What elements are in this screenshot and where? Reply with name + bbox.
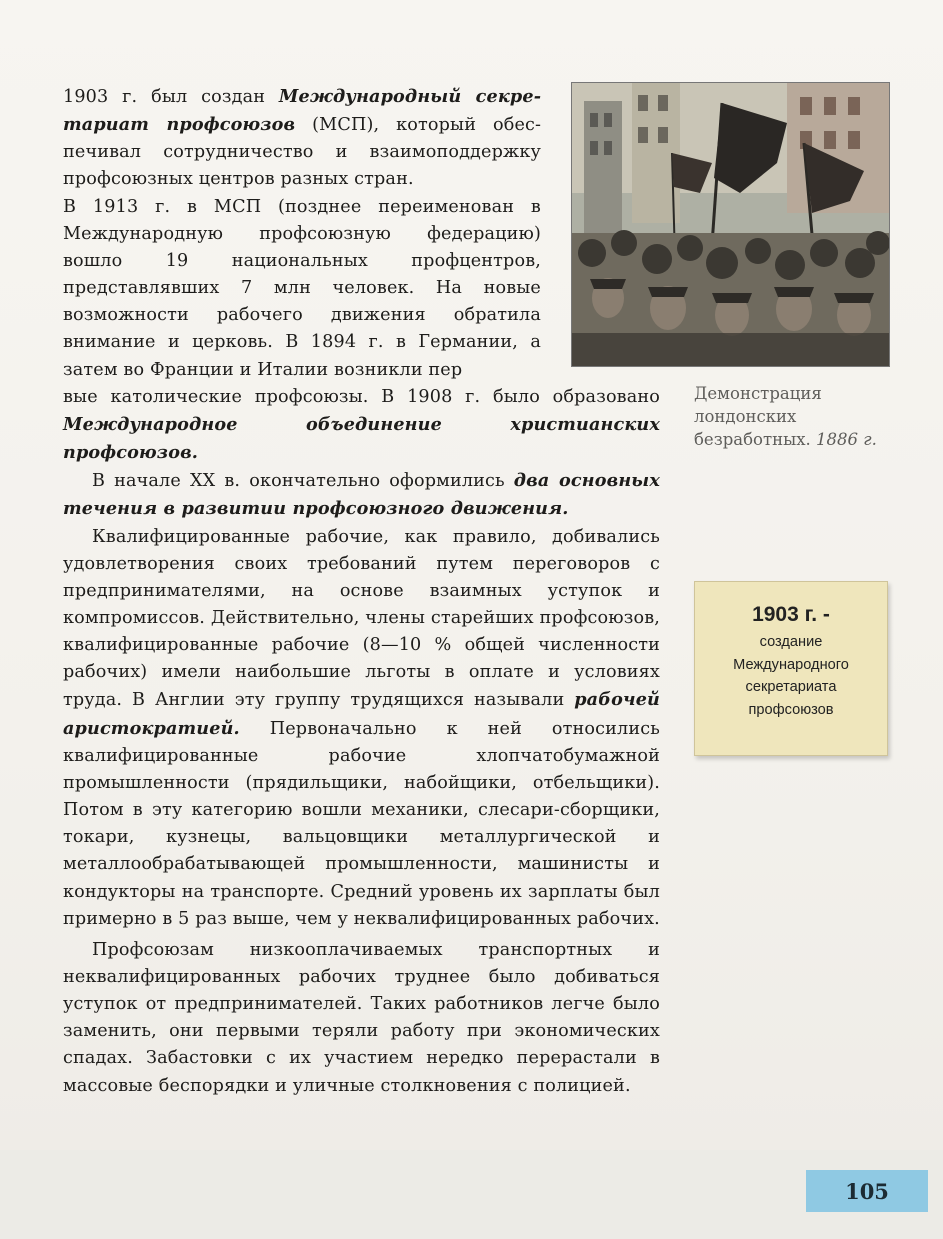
term-msp: Международный секретариат профсоюзов (63, 86, 541, 136)
text-span: В 1913 г. в МСП (позднее переименован в Международную профсоюзную федерацию) вошло 19 национальных профцентров, представлявших 7 млн человек. На новые возможности рабочего движения обратила внимание и церковь. В 1894 г. в Германии, а затем во Франции и Италии возникли пер (63, 196, 541, 380)
image-caption (694, 382, 904, 451)
text-span: В начале XX в. окончательно оформились (92, 471, 514, 492)
text-column-narrow (63, 83, 541, 384)
paragraph-msp (63, 83, 541, 194)
text-span: 1903 г. был создан (63, 87, 279, 107)
term-labor-aristocracy: рабочей аристократией. (63, 689, 660, 739)
term-christian-unions: Международное объединение христианских профсоюзов. (63, 413, 660, 464)
caption-year: 1886 г. (816, 430, 877, 449)
term-two-currents: два основных течения в развитии профсоюзного движения. (63, 470, 660, 520)
page-number: 105 (845, 1178, 889, 1204)
text-span: Профсоюзам низкооплачиваемых транспортных и неквалифицированных рабочих труднее было добиваться уступок от предпринимателей. Таких работников легче было заменить, они первыми теряли работу при экономических спадах. Забастовки с их участием нередко перерастали в массовые беспорядки и уличные столкновения с полицией. (63, 939, 660, 1096)
text-span: Первоначально к ней относились квалифицированные рабочие хлопчатобумажной промышленности (прядильщики, набойщики, отбельщики). Потом в эту категорию вошли механики, слесари-сборщики, токари, кузнецы, вальцовщики металлургической и металлообрабатывающей промышленности, машинисты и кондукторы на транспорте. Средний уровень их зарплаты был примерно в 5 раз выше, чем у неквалифицированных рабочих. (63, 718, 660, 929)
caption-text: Демонстрация лондонских безработных. (694, 384, 822, 449)
paragraph-1913-continued (63, 384, 660, 467)
demonstration-illustration (571, 82, 890, 367)
date-callout (694, 581, 888, 756)
page-number-tab (806, 1170, 928, 1212)
paragraph-skilled-workers (63, 524, 660, 933)
footer-strip (0, 1150, 943, 1239)
paragraph-two-currents (63, 467, 660, 523)
text-span: вые католические профсоюзы. В 1908 г. было образовано (63, 386, 660, 407)
paragraph-unskilled-workers (63, 937, 660, 1100)
text-span: (МСП), который обеспечивал сотрудничество и взаимоподдержку профсоюзных центров разных стран. (63, 115, 541, 190)
callout-description: создание Международного секретариата профсоюзов (733, 634, 849, 718)
paragraph-1913 (63, 194, 541, 384)
callout-year: 1903 г. - (752, 603, 830, 626)
text-span: Квалифицированные рабочие, как правило, добивались удовлетворения своих требований путем переговоров с предпринимателями, на основе взаимных уступок и компромиссов. Действительно, члены старейших профсоюзов, квалифицированные рабочие (8—10 % общей численности рабочих) имели наибольшие льготы в оплате и условиях труда. В Англии эту группу трудящихся называли (63, 526, 660, 711)
